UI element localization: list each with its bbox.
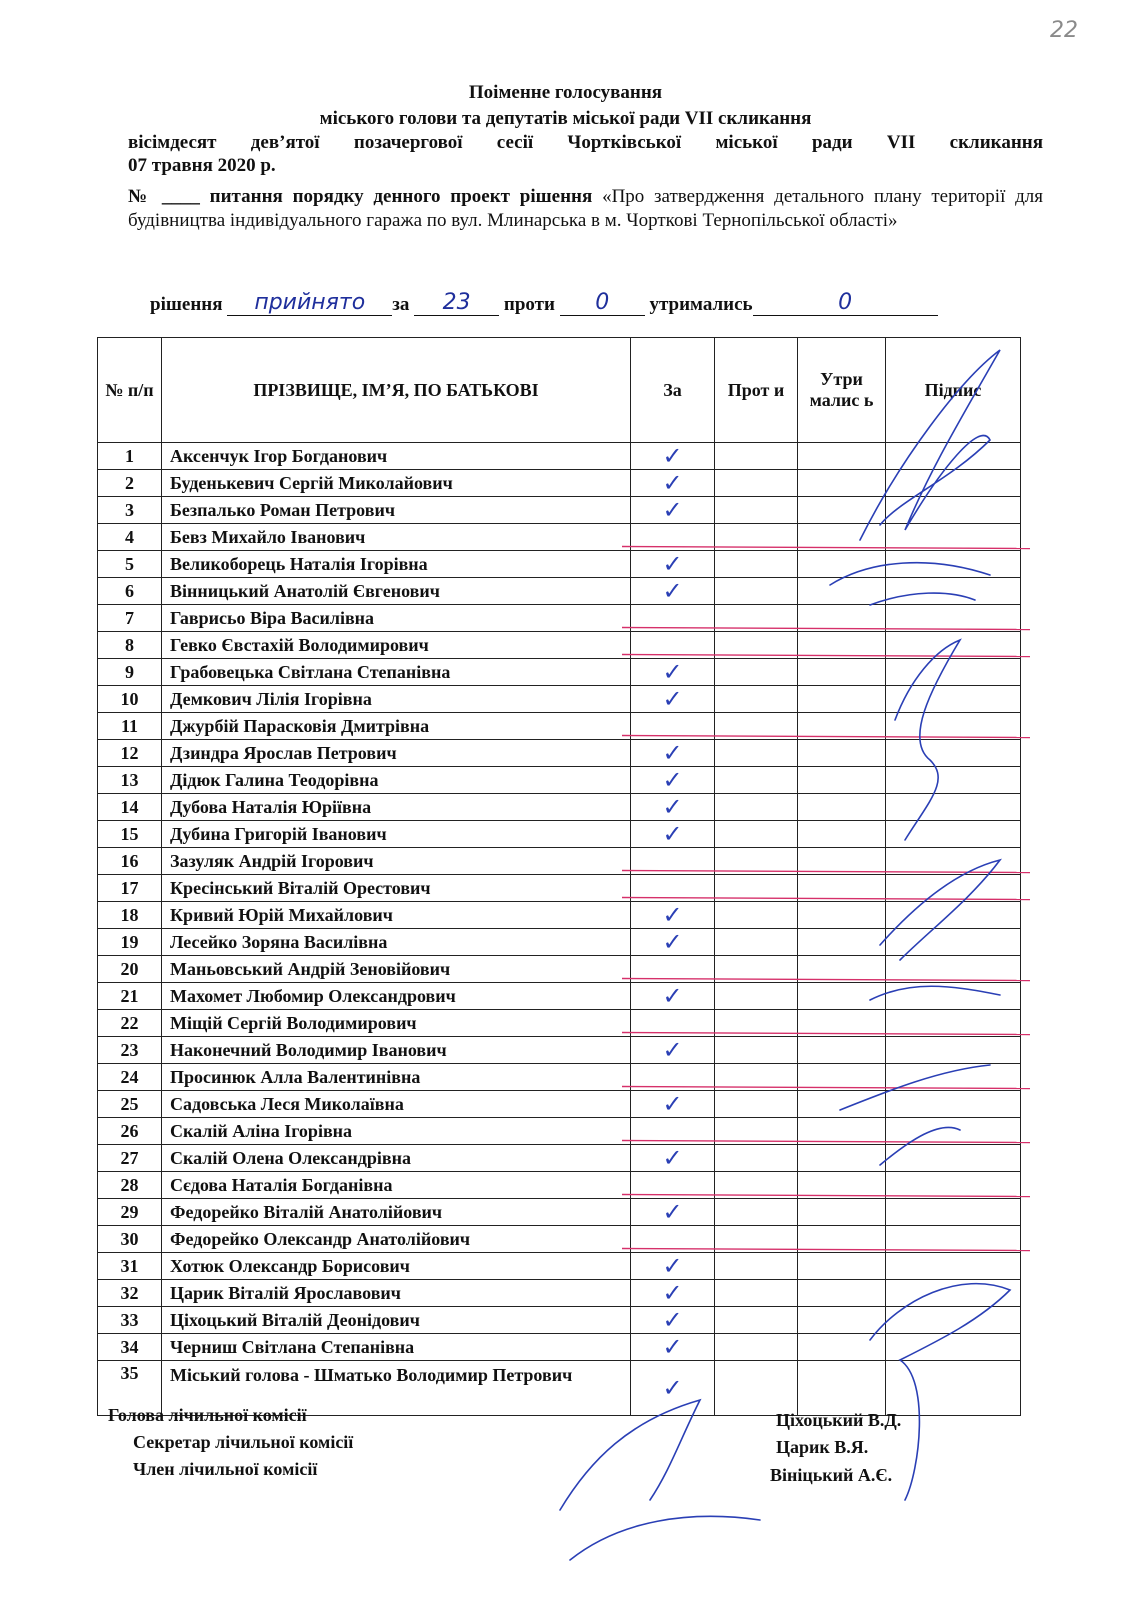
vote-for-mark: ✓	[631, 929, 715, 956]
table-row	[98, 1091, 1021, 1118]
row-number: 16	[98, 848, 162, 875]
vote-against-cell	[715, 1064, 798, 1091]
table-row	[98, 902, 1021, 929]
vote-against-cell	[715, 1253, 798, 1280]
member-name: Буденькевич Сергій Миколайович	[162, 470, 631, 497]
vote-for-mark: ✓	[631, 1361, 715, 1416]
header-against: Прот и	[715, 338, 798, 443]
row-number: 3	[98, 497, 162, 524]
member-name: Ціхоцький Віталій Деонідович	[162, 1307, 631, 1334]
table-row	[98, 659, 1021, 686]
table-row	[98, 1226, 1021, 1253]
commission-secretary-name: Царик В.Я.	[776, 1437, 869, 1457]
member-name: Демкович Лілія Ігорівна	[162, 686, 631, 713]
vote-against-cell	[715, 767, 798, 794]
vote-for-mark: ✓	[631, 740, 715, 767]
signature-cell	[886, 740, 1021, 767]
vote-for-mark: ✓	[631, 1307, 715, 1334]
vote-for-mark	[631, 605, 715, 632]
signature-cell	[886, 848, 1021, 875]
vote-against-cell	[715, 551, 798, 578]
vote-for-mark: ✓	[631, 551, 715, 578]
row-number: 25	[98, 1091, 162, 1118]
row-number: 5	[98, 551, 162, 578]
vote-abstained-cell	[798, 1199, 886, 1226]
vote-against-cell	[715, 1145, 798, 1172]
commission-chair-name: Ціхоцький В.Д.	[776, 1410, 902, 1430]
header-abstained: Утри малис ь	[798, 338, 886, 443]
vote-abstained-cell	[798, 1334, 886, 1361]
table-row	[98, 470, 1021, 497]
signature-cell	[886, 1307, 1021, 1334]
signature-cell	[886, 1037, 1021, 1064]
commission-member-label: Член лічильної комісії	[133, 1459, 318, 1479]
vote-for-mark	[631, 524, 715, 551]
member-name: Лесейко Зоряна Василівна	[162, 929, 631, 956]
signature-cell	[886, 1010, 1021, 1037]
vote-against-cell	[715, 1037, 798, 1064]
abstained-count: 0	[753, 290, 938, 316]
row-number: 24	[98, 1064, 162, 1091]
vote-against-cell	[715, 686, 798, 713]
table-row	[98, 740, 1021, 767]
signature-cell	[886, 1064, 1021, 1091]
commission-secretary-label: Секретар лічильної комісії	[133, 1432, 354, 1452]
vote-for-mark: ✓	[631, 794, 715, 821]
row-number: 29	[98, 1199, 162, 1226]
vote-for-mark	[631, 1118, 715, 1145]
signature-cell	[886, 929, 1021, 956]
member-name: Махомет Любомир Олександрович	[162, 983, 631, 1010]
vote-for-mark: ✓	[631, 497, 715, 524]
row-number: 6	[98, 578, 162, 605]
row-number: 10	[98, 686, 162, 713]
member-name: Скалій Олена Олександрівна	[162, 1145, 631, 1172]
vote-abstained-cell	[798, 524, 886, 551]
signature-cell	[886, 470, 1021, 497]
signature-cell	[886, 1118, 1021, 1145]
session-line: вісімдесят дев’ятої позачергової сесії Чортківської міської ради VII скликання	[128, 132, 1043, 153]
row-number: 7	[98, 605, 162, 632]
vote-for-mark: ✓	[631, 443, 715, 470]
vote-against-cell	[715, 1307, 798, 1334]
vote-against-cell	[715, 470, 798, 497]
vote-against-cell	[715, 794, 798, 821]
vote-abstained-cell	[798, 1037, 886, 1064]
vote-table	[97, 337, 1021, 1416]
member-name: Дубина Григорій Іванович	[162, 821, 631, 848]
member-name: Великоборець Наталія Ігорівна	[162, 551, 631, 578]
row-number: 4	[98, 524, 162, 551]
table-row	[98, 875, 1021, 902]
vote-abstained-cell	[798, 848, 886, 875]
vote-for-mark: ✓	[631, 1145, 715, 1172]
for-label: за	[392, 294, 410, 315]
vote-for-mark	[631, 1064, 715, 1091]
vote-for-mark	[631, 1172, 715, 1199]
vote-against-cell	[715, 740, 798, 767]
row-number: 14	[98, 794, 162, 821]
signature-cell	[886, 1253, 1021, 1280]
signature-cell	[886, 1145, 1021, 1172]
vote-for-mark: ✓	[631, 1253, 715, 1280]
vote-abstained-cell	[798, 767, 886, 794]
signature-cell	[886, 1334, 1021, 1361]
row-number: 34	[98, 1334, 162, 1361]
signature-cell	[886, 983, 1021, 1010]
table-row	[98, 1037, 1021, 1064]
vote-abstained-cell	[798, 443, 886, 470]
vote-abstained-cell	[798, 740, 886, 767]
member-name: Вінницький Анатолій Євгенович	[162, 578, 631, 605]
vote-abstained-cell	[798, 713, 886, 740]
row-number: 9	[98, 659, 162, 686]
vote-abstained-cell	[798, 686, 886, 713]
vote-for-mark: ✓	[631, 686, 715, 713]
signature-cell	[886, 821, 1021, 848]
vote-against-cell	[715, 605, 798, 632]
vote-for-mark: ✓	[631, 578, 715, 605]
member-name: Грабовецька Світлана Степанівна	[162, 659, 631, 686]
vote-for-mark: ✓	[631, 902, 715, 929]
for-count: 23	[414, 290, 499, 316]
vote-against-cell	[715, 983, 798, 1010]
member-name: Міщій Сергій Володимирович	[162, 1010, 631, 1037]
table-row	[98, 767, 1021, 794]
vote-abstained-cell	[798, 1280, 886, 1307]
member-name: Гевко Євстахій Володимирович	[162, 632, 631, 659]
signature-cell	[886, 551, 1021, 578]
vote-against-cell	[715, 1226, 798, 1253]
vote-abstained-cell	[798, 821, 886, 848]
vote-against-cell	[715, 1361, 798, 1416]
member-name: Царик Віталій Ярославович	[162, 1280, 631, 1307]
member-name: Дідюк Галина Теодорівна	[162, 767, 631, 794]
table-row	[98, 443, 1021, 470]
signature-cell	[886, 1361, 1021, 1416]
signature-cell	[886, 605, 1021, 632]
member-name: Безпалько Роман Петрович	[162, 497, 631, 524]
vote-against-cell	[715, 902, 798, 929]
member-name: Федорейко Віталій Анатолійович	[162, 1199, 631, 1226]
table-row	[98, 1172, 1021, 1199]
table-row	[98, 1307, 1021, 1334]
signature-cell	[886, 686, 1021, 713]
table-row	[98, 794, 1021, 821]
vote-for-mark	[631, 1010, 715, 1037]
row-number: 21	[98, 983, 162, 1010]
against-label: проти	[503, 294, 555, 315]
row-number: 17	[98, 875, 162, 902]
vote-against-cell	[715, 524, 798, 551]
table-row	[98, 1334, 1021, 1361]
vote-abstained-cell	[798, 1307, 886, 1334]
member-name: Дзиндра Ярослав Петрович	[162, 740, 631, 767]
row-number: 32	[98, 1280, 162, 1307]
member-name: Просинюк Алла Валентинівна	[162, 1064, 631, 1091]
member-name: Бевз Михайло Іванович	[162, 524, 631, 551]
row-number: 15	[98, 821, 162, 848]
vote-abstained-cell	[798, 794, 886, 821]
table-row	[98, 551, 1021, 578]
vote-abstained-cell	[798, 875, 886, 902]
session-date: 07 травня 2020 р.	[128, 155, 276, 176]
header-signature: Підпис	[886, 338, 1021, 443]
row-number: 35	[98, 1361, 162, 1416]
member-name: Черниш Світлана Степанівна	[162, 1334, 631, 1361]
table-row	[98, 1145, 1021, 1172]
row-number: 31	[98, 1253, 162, 1280]
vote-for-mark: ✓	[631, 470, 715, 497]
signature-cell	[886, 1199, 1021, 1226]
member-name: Зазуляк Андрій Ігорович	[162, 848, 631, 875]
row-number: 27	[98, 1145, 162, 1172]
vote-abstained-cell	[798, 902, 886, 929]
table-row	[98, 1253, 1021, 1280]
commission-member-name: Вініцький А.Є.	[770, 1465, 893, 1485]
vote-against-cell	[715, 1118, 798, 1145]
vote-abstained-cell	[798, 578, 886, 605]
table-row	[98, 605, 1021, 632]
row-number: 20	[98, 956, 162, 983]
vote-abstained-cell	[798, 1118, 886, 1145]
vote-for-mark: ✓	[631, 659, 715, 686]
table-row	[98, 1199, 1021, 1226]
header-num: № п/п	[98, 338, 162, 443]
signature-cell	[886, 659, 1021, 686]
member-name: Хотюк Олександр Борисович	[162, 1253, 631, 1280]
row-number: 19	[98, 929, 162, 956]
member-name: Скалій Аліна Ігорівна	[162, 1118, 631, 1145]
table-header-row	[98, 338, 1021, 443]
vote-abstained-cell	[798, 929, 886, 956]
table-row	[98, 524, 1021, 551]
vote-abstained-cell	[798, 551, 886, 578]
table-row	[98, 1280, 1021, 1307]
vote-abstained-cell	[798, 497, 886, 524]
vote-against-cell	[715, 1172, 798, 1199]
vote-against-cell	[715, 632, 798, 659]
signature-cell	[886, 1280, 1021, 1307]
row-number: 30	[98, 1226, 162, 1253]
table-row	[98, 821, 1021, 848]
member-name: Джурбій Парасковія Дмитрівна	[162, 713, 631, 740]
vote-against-cell	[715, 497, 798, 524]
vote-against-cell	[715, 578, 798, 605]
decision-result: прийнято	[227, 290, 392, 316]
vote-for-mark	[631, 848, 715, 875]
vote-abstained-cell	[798, 956, 886, 983]
row-number: 18	[98, 902, 162, 929]
row-number: 11	[98, 713, 162, 740]
row-number: 26	[98, 1118, 162, 1145]
vote-for-mark	[631, 713, 715, 740]
table-row	[98, 848, 1021, 875]
signature-cell	[886, 875, 1021, 902]
vote-for-mark	[631, 956, 715, 983]
vote-against-cell	[715, 713, 798, 740]
document-title: Поіменне голосування	[468, 82, 663, 103]
vote-for-mark: ✓	[631, 983, 715, 1010]
signature-cell	[886, 1172, 1021, 1199]
vote-for-mark	[631, 875, 715, 902]
row-number: 28	[98, 1172, 162, 1199]
signature-cell	[886, 956, 1021, 983]
member-name: Наконечний Володимир Іванович	[162, 1037, 631, 1064]
vote-against-cell	[715, 956, 798, 983]
member-name: Садовська Леся Миколаївна	[162, 1091, 631, 1118]
member-name: Міський голова - Шматько Володимир Петрович	[162, 1361, 631, 1416]
vote-for-mark: ✓	[631, 1280, 715, 1307]
signature-cell	[886, 632, 1021, 659]
vote-against-cell	[715, 443, 798, 470]
table-row	[98, 1118, 1021, 1145]
signature-cell	[886, 794, 1021, 821]
table-row	[98, 713, 1021, 740]
vote-for-mark: ✓	[631, 1334, 715, 1361]
vote-abstained-cell	[798, 605, 886, 632]
vote-against-cell	[715, 1280, 798, 1307]
table-row	[98, 1010, 1021, 1037]
member-name: Дубова Наталія Юріївна	[162, 794, 631, 821]
vote-abstained-cell	[798, 659, 886, 686]
row-number: 22	[98, 1010, 162, 1037]
member-name: Маньовський Андрій Зеновійович	[162, 956, 631, 983]
vote-against-cell	[715, 875, 798, 902]
header-name: ПРІЗВИЩЕ, ІМ’Я, ПО БАТЬКОВІ	[162, 338, 631, 443]
question-prefix: № ____ питання порядку денного проект рішення	[128, 186, 593, 207]
vote-abstained-cell	[798, 1010, 886, 1037]
table-row	[98, 686, 1021, 713]
vote-against-cell	[715, 929, 798, 956]
vote-abstained-cell	[798, 1253, 886, 1280]
signature-cell	[886, 902, 1021, 929]
row-number: 12	[98, 740, 162, 767]
decision-label: рішення	[150, 294, 223, 315]
table-row	[98, 929, 1021, 956]
member-name: Сєдова Наталія Богданівна	[162, 1172, 631, 1199]
vote-abstained-cell	[798, 1091, 886, 1118]
vote-abstained-cell	[798, 1361, 886, 1416]
vote-against-cell	[715, 848, 798, 875]
member-name: Гаврисьо Віра Василівна	[162, 605, 631, 632]
vote-for-mark	[631, 1226, 715, 1253]
vote-abstained-cell	[798, 1226, 886, 1253]
table-row	[98, 956, 1021, 983]
vote-for-mark: ✓	[631, 1091, 715, 1118]
header-for: За	[631, 338, 715, 443]
row-number: 23	[98, 1037, 162, 1064]
signature-cell	[886, 578, 1021, 605]
vote-for-mark: ✓	[631, 1199, 715, 1226]
vote-for-mark: ✓	[631, 1037, 715, 1064]
question-text: «Про затвердження детального плану території для будівництва індивідуального гаража по вул. Млинарська в м. Чорткові Тернопільської області»	[128, 186, 1044, 231]
decision-line	[150, 290, 1020, 316]
agenda-question	[128, 185, 1043, 233]
table-row	[98, 497, 1021, 524]
vote-against-cell	[715, 1091, 798, 1118]
vote-against-cell	[715, 1010, 798, 1037]
table-row	[98, 983, 1021, 1010]
signature-cell	[886, 1226, 1021, 1253]
signature-cell	[886, 497, 1021, 524]
vote-for-mark: ✓	[631, 821, 715, 848]
vote-abstained-cell	[798, 632, 886, 659]
member-name: Аксенчук Ігор Богданович	[162, 443, 631, 470]
member-name: Кривий Юрій Михайлович	[162, 902, 631, 929]
vote-against-cell	[715, 1334, 798, 1361]
document-subtitle: міського голови та депутатів міської ради VII скликання	[319, 108, 812, 129]
vote-abstained-cell	[798, 1145, 886, 1172]
vote-abstained-cell	[798, 470, 886, 497]
table-row	[98, 578, 1021, 605]
table-row	[98, 632, 1021, 659]
page-number: 22	[1050, 18, 1078, 43]
vote-for-mark	[631, 632, 715, 659]
signature-cell	[886, 713, 1021, 740]
row-number: 1	[98, 443, 162, 470]
vote-for-mark: ✓	[631, 767, 715, 794]
abstained-label: утримались	[649, 294, 753, 315]
commission-chair-label: Голова лічильної комісії	[108, 1405, 307, 1425]
signature-cell	[886, 524, 1021, 551]
vote-abstained-cell	[798, 1172, 886, 1199]
vote-abstained-cell	[798, 1064, 886, 1091]
signature-cell	[886, 1091, 1021, 1118]
commission-signature-2	[570, 1516, 760, 1560]
table-row	[98, 1064, 1021, 1091]
row-number: 8	[98, 632, 162, 659]
vote-against-cell	[715, 1199, 798, 1226]
vote-against-cell	[715, 821, 798, 848]
signature-cell	[886, 767, 1021, 794]
vote-against-cell	[715, 659, 798, 686]
row-number: 13	[98, 767, 162, 794]
member-name: Федорейко Олександр Анатолійович	[162, 1226, 631, 1253]
signature-cell	[886, 443, 1021, 470]
row-number: 2	[98, 470, 162, 497]
vote-abstained-cell	[798, 983, 886, 1010]
member-name: Кресінський Віталій Орестович	[162, 875, 631, 902]
row-number: 33	[98, 1307, 162, 1334]
against-count: 0	[560, 290, 645, 316]
commission-signature-1	[560, 1400, 700, 1510]
